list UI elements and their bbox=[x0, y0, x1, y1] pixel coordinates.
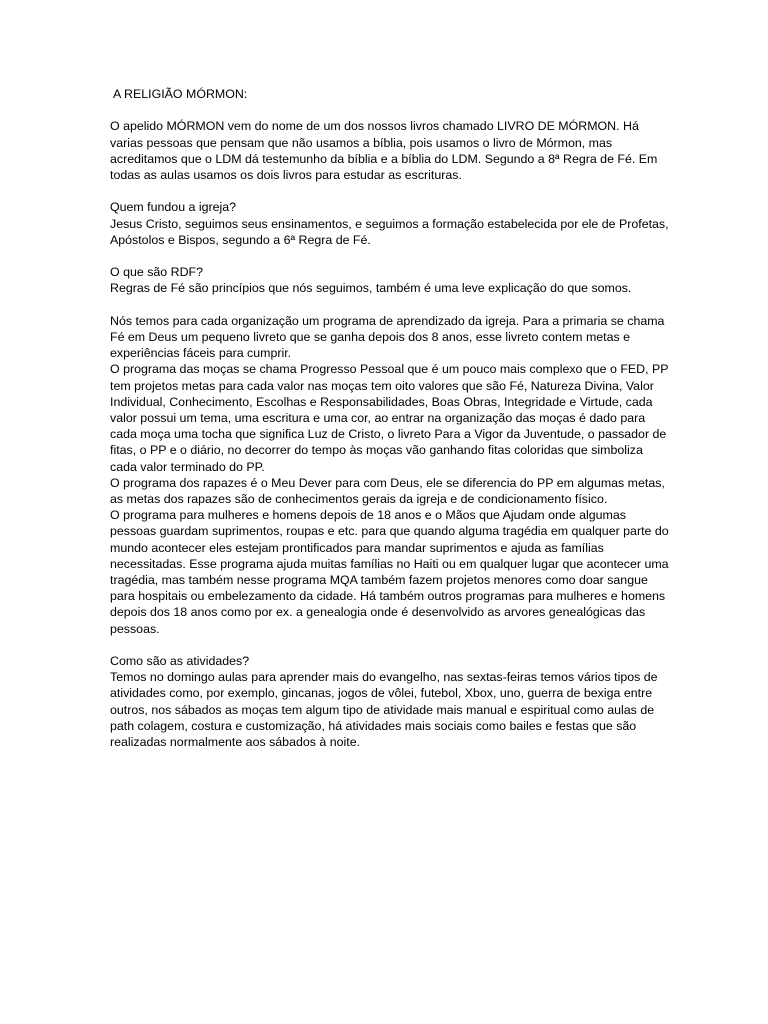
blank-line bbox=[110, 637, 670, 653]
paragraph-primary-program: Nós temos para cada organização um programa de aprendizado da igreja. Para a primaria se chama Fé em Deus um pequeno livreto que se ganha depois dos 8 anos, esse livreto contem metas e experiências fáceis para cumprir. bbox=[110, 313, 665, 361]
paragraph-young-women-program: O programa das moças se chama Progresso Pessoal que é um pouco mais complexo que o FED, PP tem projetos metas para cada valor nas moças tem oito valores que são Fé, Natureza Divina, Valor Individual, Conhecimento, Escolhas e Responsabilidades, Boas Obras, Integridade e Virtude, cada valor possui um tema, uma escritura e uma cor, ao entrar na organização das moças é dado para cada moça uma tocha que significa Luz de Cristo, o livreto Para a Vigor da Juventude, o passador de fitas, o PP e o diário, no decorrer do tempo às moças vão ganhando fitas coloridas que simboliza cada valor terminado do PP. bbox=[110, 362, 669, 474]
question-rdf: O que são RDF? bbox=[110, 265, 203, 280]
paragraph-activities: Temos no domingo aulas para aprender mais do evangelho, nas sextas-feiras temos vários tipos de atividades como, por exemplo, gincanas, jogos de vôlei, futebol, Xbox, uno, guerra de bexiga entre outros, nos sábados as moças tem algum tipo de atividade mais manual e espiritual como aulas de path colagem, costura e customização, há atividades mais sociais como bailes e festas que são realizadas normalmente aos sábados à noite. bbox=[110, 670, 658, 750]
paragraph-mormon-name: O apelido MÓRMON vem do nome de um dos nossos livros chamado LIVRO DE MÓRMON. Há varias pessoas que pensam que não usamos a bíblia, pois usamos o livro de Mórmon, mas acreditamos que o LDM dá testemunho da bíblia e a bíblia do LDM. Segundo a 8ª Regra de Fé. Em todas as aulas usamos os dois livros para estudar as escrituras. bbox=[110, 119, 658, 182]
blank-line bbox=[110, 183, 670, 199]
blank-line bbox=[110, 297, 670, 313]
paragraph-young-men-program: O programa dos rapazes é o Meu Dever para com Deus, ele se diferencia do PP em algumas metas, as metas dos rapazes são de conhecimentos gerais da igreja e de condicionamento físico. bbox=[110, 475, 665, 507]
paragraph-founder: Jesus Cristo, seguimos seus ensinamentos, e seguimos a formação estabelecida por ele de Profetas, Apóstolos e Bispos, segundo a 6ª Regra de Fé. bbox=[110, 216, 669, 247]
paragraph-rdf: Regras de Fé são princípios que nós seguimos, também é uma leve explicação do que somos. bbox=[110, 281, 632, 296]
document-page bbox=[110, 86, 670, 750]
question-activities: Como são as atividades? bbox=[110, 654, 250, 669]
paragraph-adults-program: O programa para mulheres e homens depois de 18 anos e o Mãos que Ajudam onde algumas pessoas guardam suprimentos, roupas e etc. para que quando alguma tragédia em qualquer parte do mundo acontecer eles estejam prontificados para mandar suprimentos e ajuda as famílias necessitadas. Esse programa ajuda muitas famílias no Haiti ou em qualquer lugar que acontecer uma tragédia, mas também nesse programa MQA também fazem projetos menores como doar sangue para hospitais ou embelezamento da cidade. Há também outros programas para mulheres e homens depois dos 18 anos como por ex. a genealogia onde é desenvolvido as arvores genealógicas das pessoas. bbox=[110, 508, 669, 636]
question-founder: Quem fundou a igreja? bbox=[110, 200, 237, 215]
blank-line bbox=[110, 248, 670, 264]
document-title: A RELIGIÃO MÓRMON: bbox=[113, 87, 248, 101]
